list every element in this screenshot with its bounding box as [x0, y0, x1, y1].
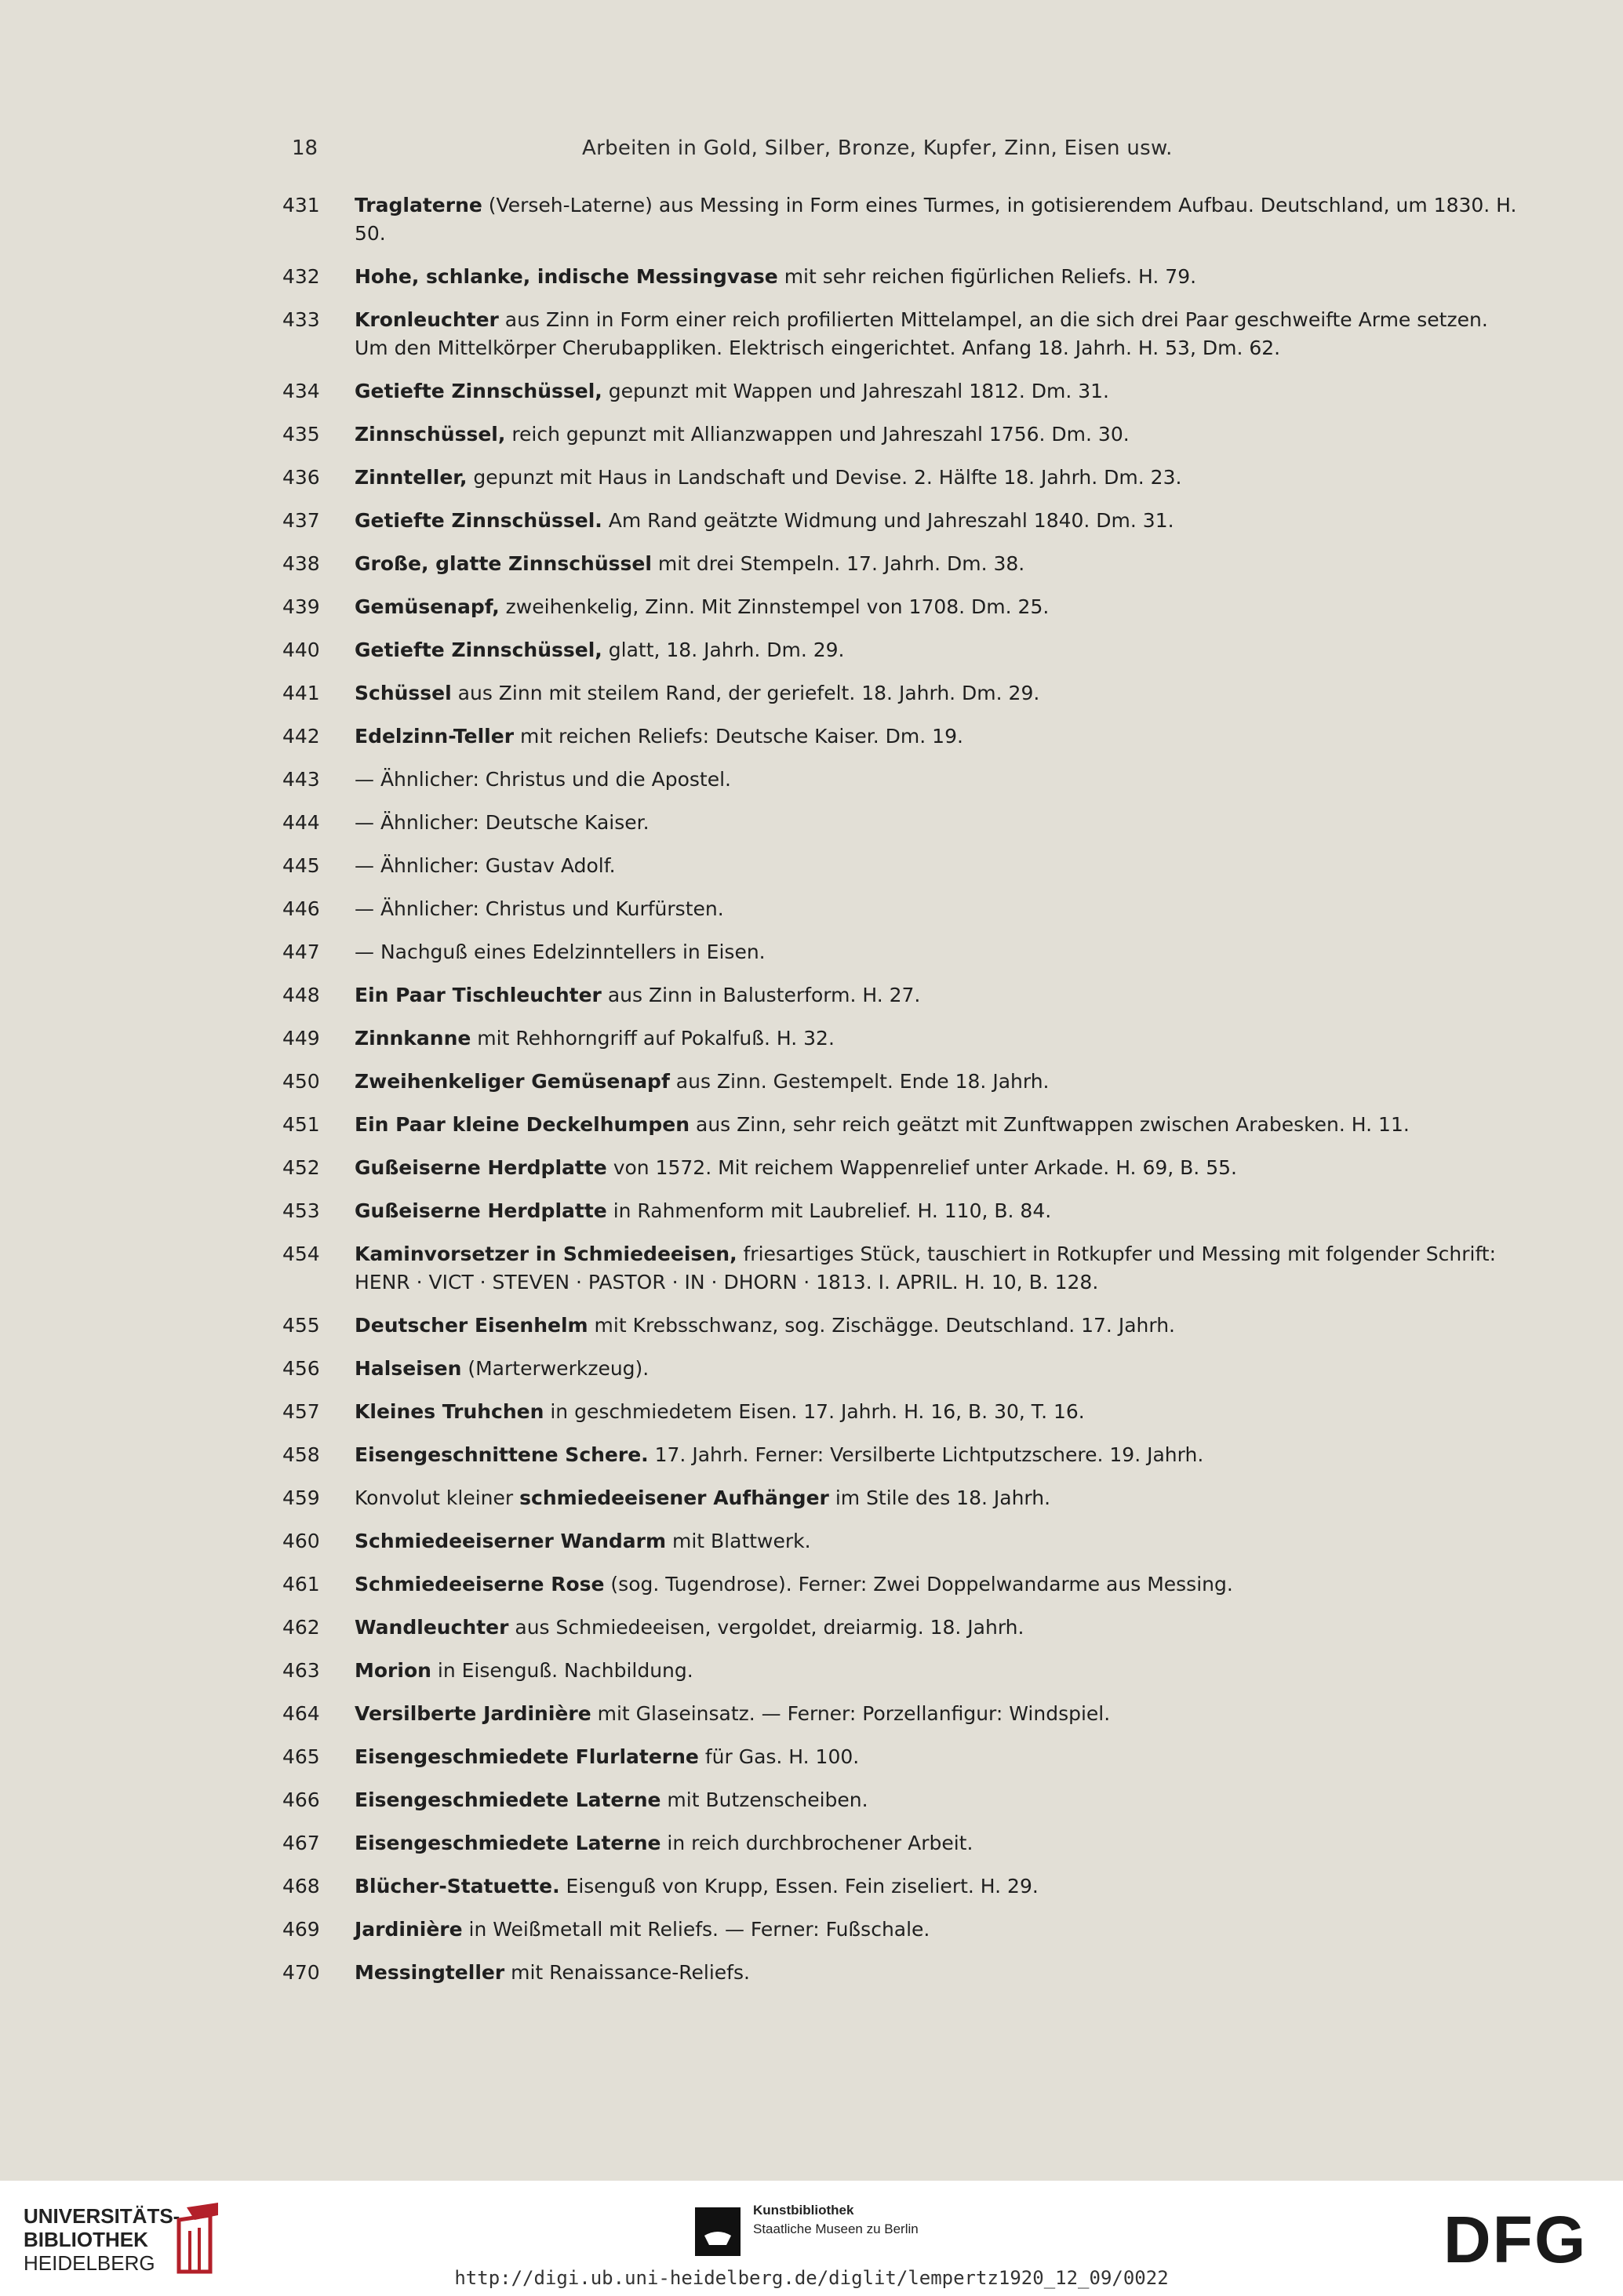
catalogue-entry — [282, 938, 1522, 966]
entry-title: Wandleuchter — [355, 1616, 509, 1639]
entry-description: reich gepunzt mit Allianzwappen und Jahreszahl 1756. Dm. 30. — [505, 423, 1130, 446]
entry-description: aus Zinn. Gestempelt. Ende 18. Jahrh. — [669, 1070, 1050, 1093]
entry-description: mit sehr reichen figürlichen Reliefs. H. 79. — [777, 265, 1197, 288]
kb-line-2: Staatliche Museen zu Berlin — [753, 2221, 919, 2236]
entry-number: 434 — [282, 380, 320, 402]
entry-title: Kaminvorsetzer in Schmiedeeisen, — [355, 1243, 737, 1265]
catalogue-entry — [282, 636, 1522, 664]
entry-description: mit reichen Reliefs: Deutsche Kaiser. Dm. 19. — [514, 725, 963, 748]
catalogue-entry — [282, 263, 1522, 291]
entry-number: 447 — [282, 941, 320, 963]
entry-text — [355, 1398, 1522, 1426]
ub-line-2: BIBLIOTHEK — [24, 2228, 148, 2251]
entry-title: Schmiedeeiserner Wandarm — [355, 1530, 667, 1552]
catalogue-entry — [282, 1240, 1522, 1297]
running-header — [292, 136, 1225, 168]
entry-number: 455 — [282, 1314, 320, 1337]
entry-number: 468 — [282, 1875, 320, 1898]
entry-title: Gußeiserne Herdplatte — [355, 1199, 607, 1222]
running-title: Arbeiten in Gold, Silber, Bronze, Kupfer, Zinn, Eisen usw. — [582, 136, 1173, 160]
entry-title: Hohe, schlanke, indische Messingvase — [355, 265, 778, 288]
entry-number: 433 — [282, 308, 320, 331]
entry-number: 438 — [282, 552, 320, 575]
entry-text — [355, 593, 1522, 621]
entry-title: Zweihenkeliger Gemüsenapf — [355, 1070, 670, 1093]
catalogue-entry — [282, 191, 1522, 248]
catalogue-entry — [282, 507, 1522, 535]
entry-description: mit Blattwerk. — [666, 1530, 811, 1552]
entry-text — [355, 263, 1522, 291]
entry-title: Halseisen — [355, 1357, 462, 1380]
entry-description: aus Zinn in Balusterform. H. 27. — [601, 984, 921, 1006]
entry-text — [355, 1240, 1522, 1297]
entry-text — [355, 636, 1522, 664]
entry-number: 439 — [282, 595, 320, 618]
catalogue-entry — [282, 1527, 1522, 1556]
entry-description: — Ähnlicher: Deutsche Kaiser. — [355, 811, 650, 834]
entry-number: 450 — [282, 1070, 320, 1093]
entry-number: 462 — [282, 1616, 320, 1639]
catalogue-entry — [282, 1484, 1522, 1512]
entry-title: Kleines Truhchen — [355, 1400, 544, 1423]
entry-description: in Weißmetall mit Reliefs. — Ferner: Fußschale. — [462, 1918, 930, 1941]
entry-description: gepunzt mit Wappen und Jahreszahl 1812. Dm. 31. — [602, 380, 1109, 402]
entry-text — [355, 766, 1522, 794]
entry-text — [355, 1916, 1522, 1944]
entry-number: 467 — [282, 1832, 320, 1854]
catalogue-entry — [282, 420, 1522, 449]
entry-description: — Nachguß eines Edelzinntellers in Eisen. — [355, 941, 766, 963]
entry-description: in Rahmenform mit Laubrelief. H. 110, B. 84. — [606, 1199, 1052, 1222]
entry-number: 431 — [282, 194, 320, 217]
entry-text — [355, 1657, 1522, 1685]
entry-number: 457 — [282, 1400, 320, 1423]
entry-number: 435 — [282, 423, 320, 446]
entry-title: Getiefte Zinnschüssel, — [355, 639, 602, 661]
entry-number: 445 — [282, 854, 320, 877]
entry-number: 453 — [282, 1199, 320, 1222]
kunstbibliothek-text[interactable] — [753, 2201, 919, 2239]
entry-text — [355, 550, 1522, 578]
entry-text — [355, 377, 1522, 406]
catalogue-entry — [282, 722, 1522, 751]
entry-text — [355, 1312, 1522, 1340]
entry-text — [355, 1786, 1522, 1814]
entry-title: Zinnschüssel, — [355, 423, 506, 446]
entry-number: 466 — [282, 1788, 320, 1811]
entry-title: Messingteller — [355, 1961, 505, 1984]
entry-title: Versilberte Jardinière — [355, 1702, 591, 1725]
entry-description: aus Zinn, sehr reich geätzt mit Zunftwappen zwischen Arabesken. H. 11. — [690, 1113, 1410, 1136]
catalogue-entry — [282, 377, 1522, 406]
entry-title: Getiefte Zinnschüssel. — [355, 509, 602, 532]
entry-number: 437 — [282, 509, 320, 532]
ub-line-3: HEIDELBERG — [24, 2251, 155, 2275]
entry-description: (sog. Tugendrose). Ferner: Zwei Doppelwandarme aus Messing. — [604, 1573, 1233, 1596]
entry-number: 449 — [282, 1027, 320, 1050]
catalogue-entry — [282, 1154, 1522, 1182]
entry-description: aus Schmiedeeisen, vergoldet, dreiarmig. 18. Jahrh. — [508, 1616, 1024, 1639]
catalogue-entry — [282, 1829, 1522, 1858]
entry-text — [355, 191, 1522, 248]
entry-text — [355, 1068, 1522, 1096]
catalogue-entry — [282, 1024, 1522, 1053]
catalogue-entry — [282, 1872, 1522, 1901]
entry-title: Morion — [355, 1659, 431, 1682]
entry-text — [355, 1355, 1522, 1383]
university-library-logo-text[interactable] — [24, 2204, 180, 2275]
entry-number: 454 — [282, 1243, 320, 1265]
entry-title: Jardinière — [355, 1918, 463, 1941]
entry-title: Schmiedeeiserne Rose — [355, 1573, 605, 1596]
catalogue-entry — [282, 1355, 1522, 1383]
catalogue-entry — [282, 1441, 1522, 1469]
catalogue-entry — [282, 1700, 1522, 1728]
catalogue-entry — [282, 1786, 1522, 1814]
catalogue-entry — [282, 895, 1522, 923]
entry-number: 436 — [282, 466, 320, 489]
entry-title: Schüssel — [355, 682, 452, 704]
entry-text — [355, 1829, 1522, 1858]
catalogue-entry — [282, 766, 1522, 794]
catalogue-entry — [282, 1111, 1522, 1139]
entry-description: Am Rand geätzte Widmung und Jahreszahl 1840. Dm. 31. — [602, 509, 1174, 532]
entry-description: zweihenkelig, Zinn. Mit Zinnstempel von 1708. Dm. 25. — [499, 595, 1050, 618]
kb-line-1: Kunstbibliothek — [753, 2203, 854, 2218]
entry-description: Eisenguß von Krupp, Essen. Fein ziseliert. H. 29. — [559, 1875, 1039, 1898]
catalogue-entry — [282, 679, 1522, 708]
entry-text — [355, 1197, 1522, 1225]
catalogue-entry — [282, 1657, 1522, 1685]
catalogue-entries — [282, 191, 1522, 2002]
entry-number: 470 — [282, 1961, 320, 1984]
entry-text — [355, 1527, 1522, 1556]
footer-bar — [0, 2181, 1623, 2296]
entry-text — [355, 507, 1522, 535]
entry-title: Eisengeschmiedete Laterne — [355, 1832, 661, 1854]
entry-text — [355, 420, 1522, 449]
catalogue-entry — [282, 1570, 1522, 1599]
entry-description: — Ähnlicher: Christus und die Apostel. — [355, 768, 731, 791]
entry-number: 451 — [282, 1113, 320, 1136]
entry-text — [355, 1024, 1522, 1053]
entry-text — [355, 1700, 1522, 1728]
entry-description: Konvolut kleiner — [355, 1486, 520, 1509]
entry-title: Kronleuchter — [355, 308, 499, 331]
entry-description: aus Zinn mit steilem Rand, der geriefelt. 18. Jahrh. Dm. 29. — [451, 682, 1040, 704]
entry-number: 461 — [282, 1573, 320, 1596]
catalogue-entry — [282, 852, 1522, 880]
entry-title: Edelzinn-Teller — [355, 725, 515, 748]
catalogue-entry — [282, 809, 1522, 837]
entry-description: mit Renaissance-Reliefs. — [504, 1961, 750, 1984]
entry-number: 446 — [282, 897, 320, 920]
permalink-url[interactable]: http://digi.ub.uni-heidelberg.de/diglit/lempertz1920_12_09/0022 — [454, 2267, 1169, 2289]
entry-text — [355, 1614, 1522, 1642]
entry-description: mit Butzenscheiben. — [660, 1788, 868, 1811]
entry-title: Zinnteller, — [355, 466, 468, 489]
entry-text — [355, 809, 1522, 837]
entry-text — [355, 464, 1522, 492]
entry-number: 440 — [282, 639, 320, 661]
entry-number: 456 — [282, 1357, 320, 1380]
entry-number: 458 — [282, 1443, 320, 1466]
entry-text — [355, 1570, 1522, 1599]
catalogue-entry — [282, 981, 1522, 1010]
entry-text — [355, 981, 1522, 1010]
entry-title: Zinnkanne — [355, 1027, 471, 1050]
entry-description: in Eisenguß. Nachbildung. — [431, 1659, 693, 1682]
entry-text — [355, 1154, 1522, 1182]
entry-number: 432 — [282, 265, 320, 288]
entry-number: 463 — [282, 1659, 320, 1682]
catalogue-entry — [282, 1312, 1522, 1340]
entry-title: Eisengeschmiedete Laterne — [355, 1788, 661, 1811]
entry-title: Gemüsenapf, — [355, 595, 500, 618]
catalogue-entry — [282, 1743, 1522, 1771]
entry-text — [355, 1743, 1522, 1771]
catalogue-entry — [282, 593, 1522, 621]
entry-number: 460 — [282, 1530, 320, 1552]
entry-text — [355, 1872, 1522, 1901]
entry-description: mit drei Stempeln. 17. Jahrh. Dm. 38. — [651, 552, 1025, 575]
entry-text — [355, 306, 1522, 362]
entry-text — [355, 722, 1522, 751]
catalogue-entry — [282, 1398, 1522, 1426]
entry-number: 443 — [282, 768, 320, 791]
catalogue-entry — [282, 1068, 1522, 1096]
entry-description: mit Glaseinsatz. — Ferner: Porzellanfigur: Windspiel. — [591, 1702, 1111, 1725]
university-library-icon — [163, 2200, 226, 2275]
entry-description: (Marterwerkzeug). — [461, 1357, 650, 1380]
catalogue-entry — [282, 1916, 1522, 1944]
entry-description: von 1572. Mit reichem Wappenrelief unter Arkade. H. 69, B. 55. — [606, 1156, 1237, 1179]
entry-title: Ein Paar kleine Deckelhumpen — [355, 1113, 690, 1136]
entry-text — [355, 895, 1522, 923]
entry-title: Gußeiserne Herdplatte — [355, 1156, 607, 1179]
catalogue-entry — [282, 1197, 1522, 1225]
entry-description: in reich durchbrochener Arbeit. — [660, 1832, 973, 1854]
entry-number: 465 — [282, 1745, 320, 1768]
entry-text — [355, 938, 1522, 966]
entry-description: in geschmiedetem Eisen. 17. Jahrh. H. 16, B. 30, T. 16. — [544, 1400, 1085, 1423]
catalogue-entry — [282, 1614, 1522, 1642]
entry-description: aus Zinn in Form einer reich profilierten Mittelampel, an die sich drei Paar geschweifte Arme setzen. Um den Mittelkörper Cherubappliken. Elektrisch eingerichtet. Anfang 18. Jahrh. H. 53, Dm. 62. — [355, 308, 1488, 359]
entry-text — [355, 1959, 1522, 1987]
entry-title: Deutscher Eisenhelm — [355, 1314, 588, 1337]
entry-text — [355, 852, 1522, 880]
entry-description: 17. Jahrh. Ferner: Versilberte Lichtputzschere. 19. Jahrh. — [648, 1443, 1204, 1466]
entry-number: 459 — [282, 1486, 320, 1509]
entry-title: Getiefte Zinnschüssel, — [355, 380, 602, 402]
entry-description: für Gas. H. 100. — [698, 1745, 860, 1768]
entry-description: im Stile des 18. Jahrh. — [828, 1486, 1051, 1509]
entry-number: 448 — [282, 984, 320, 1006]
entry-description: friesartiges Stück, tauschiert in Rotkupfer und Messing mit folgender Schrift: HENR · VICT · STEVEN · PASTOR · IN · DHORN · 1813. I. APRIL. H. 10, B. 128. — [355, 1243, 1497, 1294]
entry-description: mit Rehhorngriff auf Pokalfuß. H. 32. — [471, 1027, 835, 1050]
entry-title: Traglaterne — [355, 194, 482, 217]
entry-number: 444 — [282, 811, 320, 834]
page-number: 18 — [292, 136, 318, 160]
catalogue-entry — [282, 464, 1522, 492]
entry-description: glatt, 18. Jahrh. Dm. 29. — [602, 639, 845, 661]
ub-line-1: UNIVERSITÄTS- — [24, 2204, 180, 2228]
dfg-logo[interactable]: DFG — [1443, 2203, 1588, 2276]
entry-title: Eisengeschmiedete Flurlaterne — [355, 1745, 699, 1768]
entry-number: 469 — [282, 1918, 320, 1941]
entry-number: 442 — [282, 725, 320, 748]
entry-description: — Ähnlicher: Christus und Kurfürsten. — [355, 897, 724, 920]
catalogue-entry — [282, 306, 1522, 362]
entry-title: Große, glatte Zinnschüssel — [355, 552, 652, 575]
entry-text — [355, 1484, 1522, 1512]
kunstbibliothek-eagle-icon — [690, 2204, 745, 2259]
entry-title: schmiedeeisener Aufhänger — [519, 1486, 829, 1509]
entry-number: 452 — [282, 1156, 320, 1179]
entry-number: 441 — [282, 682, 320, 704]
entry-title: Ein Paar Tischleuchter — [355, 984, 602, 1006]
entry-description: — Ähnlicher: Gustav Adolf. — [355, 854, 616, 877]
entry-text — [355, 1441, 1522, 1469]
entry-title: Blücher-Statuette. — [355, 1875, 560, 1898]
entry-text — [355, 1111, 1522, 1139]
catalogue-entry — [282, 550, 1522, 578]
entry-description: mit Krebsschwanz, sog. Zischägge. Deutschland. 17. Jahrh. — [588, 1314, 1175, 1337]
entry-number: 464 — [282, 1702, 320, 1725]
entry-description: (Verseh-Laterne) aus Messing in Form eines Turmes, in gotisierendem Aufbau. Deutschland, um 1830. H. 50. — [355, 194, 1517, 245]
entry-text — [355, 679, 1522, 708]
entry-description: gepunzt mit Haus in Landschaft und Devise. 2. Hälfte 18. Jahrh. Dm. 23. — [467, 466, 1182, 489]
catalogue-entry — [282, 1959, 1522, 1987]
entry-title: Eisengeschnittene Schere. — [355, 1443, 649, 1466]
